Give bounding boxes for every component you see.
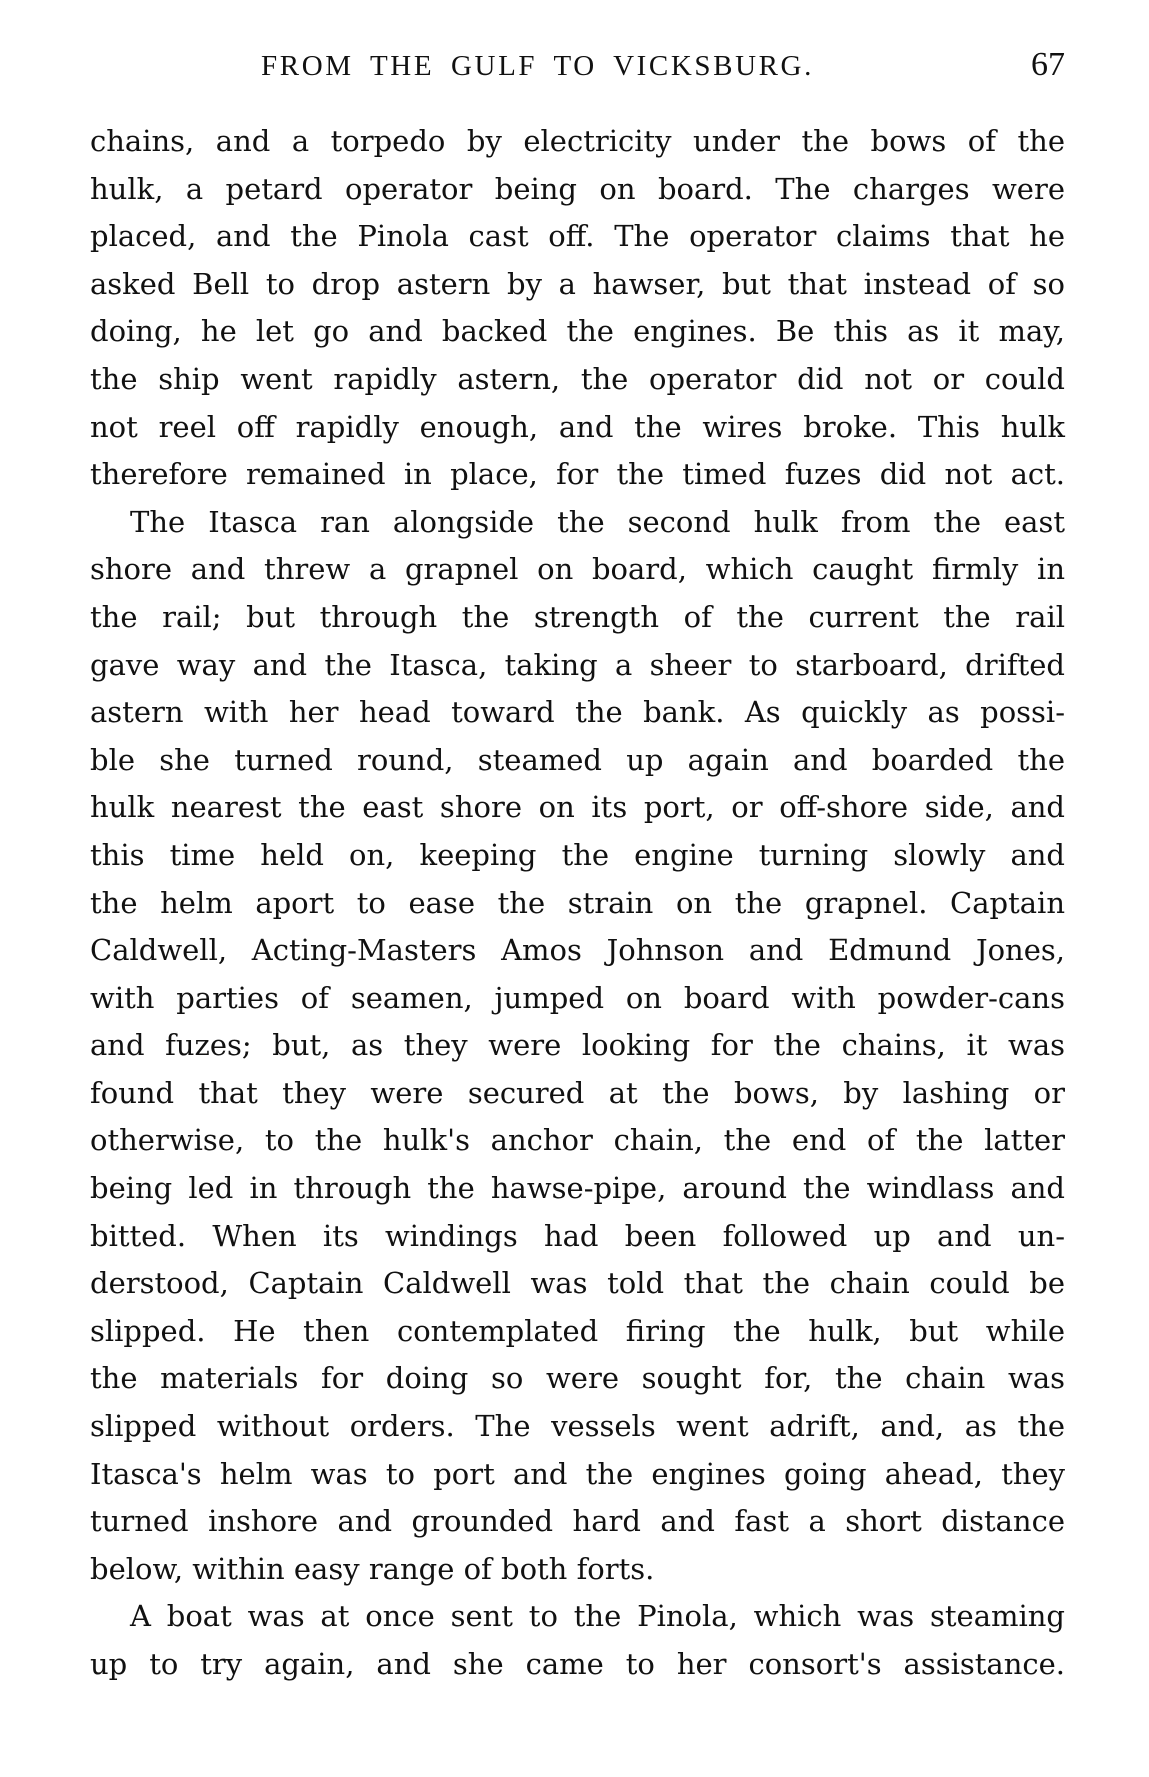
page-number: 67 (1031, 46, 1065, 83)
text-line: the rail; but through the strength of the current the rail (90, 599, 1065, 634)
text-line: up to try again, and she came to her consort's assistance. (90, 1647, 1065, 1681)
text-line: the materials for doing so were sought for, the chain was (90, 1361, 1065, 1396)
text-line: not reel off rapidly enough, and the wires broke. This hulk (90, 409, 1065, 444)
text-line: astern with her head toward the bank. As quickly as possi- (90, 695, 1065, 730)
text-line: derstood, Captain Caldwell was told that the chain could be (90, 1266, 1065, 1301)
text-line: and fuzes; but, as they were looking for the chains, it was (90, 1028, 1065, 1063)
text-line: hulk nearest the east shore on its port, or off-shore side, and (90, 790, 1065, 825)
text-line: placed, and the Pinola cast off. The operator claims that he (90, 219, 1065, 254)
paragraph-end-line: below, within easy range of both forts. (90, 1551, 655, 1586)
text-line: Itasca's helm was to port and the engines going ahead, they (90, 1456, 1065, 1491)
text-line: shore and threw a grapnel on board, which caught firmly in (90, 552, 1065, 587)
text-line: gave way and the Itasca, taking a sheer to starboard, drifted (90, 647, 1065, 682)
paragraph-start-line: A boat was at once sent to the Pinola, which was steaming (130, 1599, 1065, 1634)
text-line: being led in through the hawse-pipe, around the windlass and (90, 1171, 1065, 1206)
text-line: Caldwell, Acting-Masters Amos Johnson and Edmund Jones, (90, 933, 1065, 968)
text-line: ble she turned round, steamed up again and boarded the (90, 742, 1065, 777)
text-line: bitted. When its windings had been followed up and un- (90, 1218, 1065, 1253)
text-line: asked Bell to drop astern by a hawser, but that instead of so (90, 266, 1065, 301)
text-line: with parties of seamen, jumped on board with powder-cans (90, 980, 1065, 1015)
text-line: this time held on, keeping the engine turning slowly and (90, 837, 1065, 872)
text-line: hulk, a petard operator being on board. The charges were (90, 171, 1065, 206)
text-line: chains, and a torpedo by electricity under the bows of the (90, 124, 1065, 158)
running-title: FROM THE GULF TO VICKSBURG. (261, 50, 814, 82)
running-head (90, 44, 1065, 104)
text-line: turned inshore and grounded hard and fast a short distance (90, 1504, 1065, 1539)
text-line: the helm aport to ease the strain on the grapnel. Captain (90, 885, 1065, 920)
text-line: otherwise, to the hulk's anchor chain, the end of the latter (90, 1123, 1065, 1158)
text-line: found that they were secured at the bows, by lashing or (90, 1075, 1065, 1110)
paragraph-start-line: The Itasca ran alongside the second hulk from the east (130, 504, 1065, 539)
text-line: slipped without orders. The vessels went adrift, and, as the (90, 1409, 1065, 1444)
text-line: slipped. He then contemplated firing the hulk, but while (90, 1313, 1065, 1348)
text-line: doing, he let go and backed the engines. Be this as it may, (90, 314, 1065, 349)
text-line: the ship went rapidly astern, the operator did not or could (90, 361, 1065, 396)
text-line: therefore remained in place, for the timed fuzes did not act. (90, 457, 1065, 492)
body-text (90, 118, 1065, 1689)
